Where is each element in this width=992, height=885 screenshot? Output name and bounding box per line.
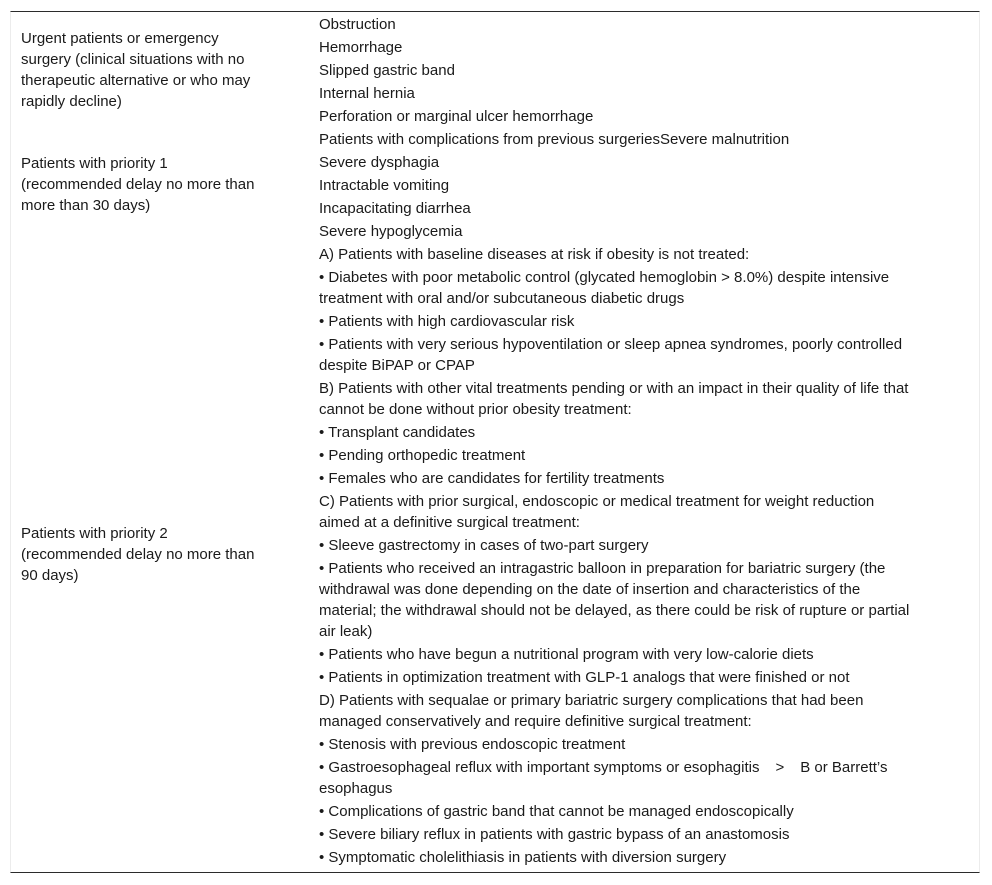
list-item: [319, 151, 959, 174]
list-item: [319, 174, 959, 197]
item-line: Internal hernia: [319, 85, 415, 102]
list-item: [319, 82, 959, 105]
list-item: [319, 823, 959, 846]
item-line: • Patients with very serious hypoventilation or sleep apnea syndromes, poorly controlled: [319, 336, 903, 353]
item-line: D) Patients with sequalae or primary bariatric surgery complications that had been: [319, 692, 864, 709]
item-line: • Stenosis with previous endoscopic treatment: [319, 736, 626, 753]
criteria-list: [319, 13, 959, 869]
category-urgent: [21, 28, 291, 112]
item-line: Hemorrhage: [319, 39, 403, 56]
category-priority-2: [21, 523, 291, 586]
category-line: surgery (clinical situations with no: [21, 51, 245, 68]
item-line: Intractable vomiting: [319, 177, 450, 194]
item-line: • Patients who have begun a nutritional program with very low-calorie diets: [319, 646, 814, 663]
item-line: • Patients with high cardiovascular risk: [319, 313, 575, 330]
category-line: Patients with priority 1: [21, 155, 168, 172]
item-line: • Patients who received an intragastric balloon in preparation for bariatric surgery (the: [319, 560, 886, 577]
item-line: • Females who are candidates for fertility treatments: [319, 470, 665, 487]
category-line: Patients with priority 2: [21, 525, 168, 542]
list-item: [319, 643, 959, 666]
category-line: 90 days): [21, 567, 79, 584]
item-line: • Diabetes with poor metabolic control (glycated hemoglobin > 8.0%) despite intensive: [319, 269, 890, 286]
item-line: managed conservatively and require definitive surgical treatment:: [319, 713, 752, 730]
category-priority-1: [21, 153, 291, 216]
item-line: aimed at a definitive surgical treatment:: [319, 514, 580, 531]
category-line: therapeutic alternative or who may: [21, 72, 251, 89]
list-item: [319, 557, 959, 643]
item-line: C) Patients with prior surgical, endoscopic or medical treatment for weight reduction: [319, 493, 875, 510]
list-item: [319, 377, 959, 421]
gerd-greater-than: >: [775, 759, 785, 776]
category-line: more than 30 days): [21, 197, 151, 214]
list-item: [319, 197, 959, 220]
gerd-text: • Gastroesophageal reflux with important symptoms or esophagitis: [319, 759, 760, 776]
item-line: cannot be done without prior obesity treatment:: [319, 401, 632, 418]
item-line: [319, 757, 959, 778]
list-item: [319, 105, 959, 128]
item-line: material; the withdrawal should not be delayed, as there could be risk of rupture or partial: [319, 602, 910, 619]
item-line: A) Patients with baseline diseases at risk if obesity is not treated:: [319, 246, 750, 263]
category-line: (recommended delay no more than: [21, 546, 255, 563]
item-line: • Symptomatic cholelithiasis in patients with diversion surgery: [319, 849, 727, 866]
item-line: Severe hypoglycemia: [319, 223, 463, 240]
list-item: [319, 59, 959, 82]
item-line: B) Patients with other vital treatments pending or with an impact in their quality of life that: [319, 380, 909, 397]
item-line: Incapacitating diarrhea: [319, 200, 471, 217]
list-item: [319, 333, 959, 377]
list-item: [319, 421, 959, 444]
item-line: • Severe biliary reflux in patients with gastric bypass of an anastomosis: [319, 826, 790, 843]
list-item: [319, 220, 959, 243]
list-item: [319, 266, 959, 310]
item-line: Perforation or marginal ulcer hemorrhage: [319, 108, 594, 125]
item-line: treatment with oral and/or subcutaneous diabetic drugs: [319, 290, 685, 307]
gerd-grade: B or Barrett’s: [800, 759, 888, 776]
list-item: [319, 490, 959, 534]
list-item: [319, 243, 959, 266]
list-item: [319, 128, 959, 151]
item-line: • Complications of gastric band that cannot be managed endoscopically: [319, 803, 794, 820]
item-line: air leak): [319, 623, 373, 640]
item-line: • Pending orthopedic treatment: [319, 447, 526, 464]
item-line: Obstruction: [319, 16, 396, 33]
list-item: [319, 13, 959, 36]
item-line: Severe dysphagia: [319, 154, 440, 171]
list-item: [319, 800, 959, 823]
item-line: withdrawal was done depending on the date of insertion and characteristics of the: [319, 581, 861, 598]
list-item: [319, 756, 959, 800]
list-item: [319, 467, 959, 490]
list-item: [319, 666, 959, 689]
item-line: Patients with complications from previous surgeriesSevere malnutrition: [319, 131, 790, 148]
item-line: esophagus: [319, 780, 393, 797]
category-line: rapidly decline): [21, 93, 122, 110]
list-item: [319, 36, 959, 59]
list-item: [319, 310, 959, 333]
list-item: [319, 846, 959, 869]
item-line: • Patients in optimization treatment with GLP-1 analogs that were finished or not: [319, 669, 850, 686]
item-line: despite BiPAP or CPAP: [319, 357, 475, 374]
list-item: [319, 689, 959, 733]
list-item: [319, 534, 959, 557]
item-line: Slipped gastric band: [319, 62, 455, 79]
item-line: • Sleeve gastrectomy in cases of two-part surgery: [319, 537, 649, 554]
item-line: • Transplant candidates: [319, 424, 476, 441]
category-line: Urgent patients or emergency: [21, 30, 219, 47]
category-line: (recommended delay no more than: [21, 176, 255, 193]
list-item: [319, 733, 959, 756]
list-item: [319, 444, 959, 467]
